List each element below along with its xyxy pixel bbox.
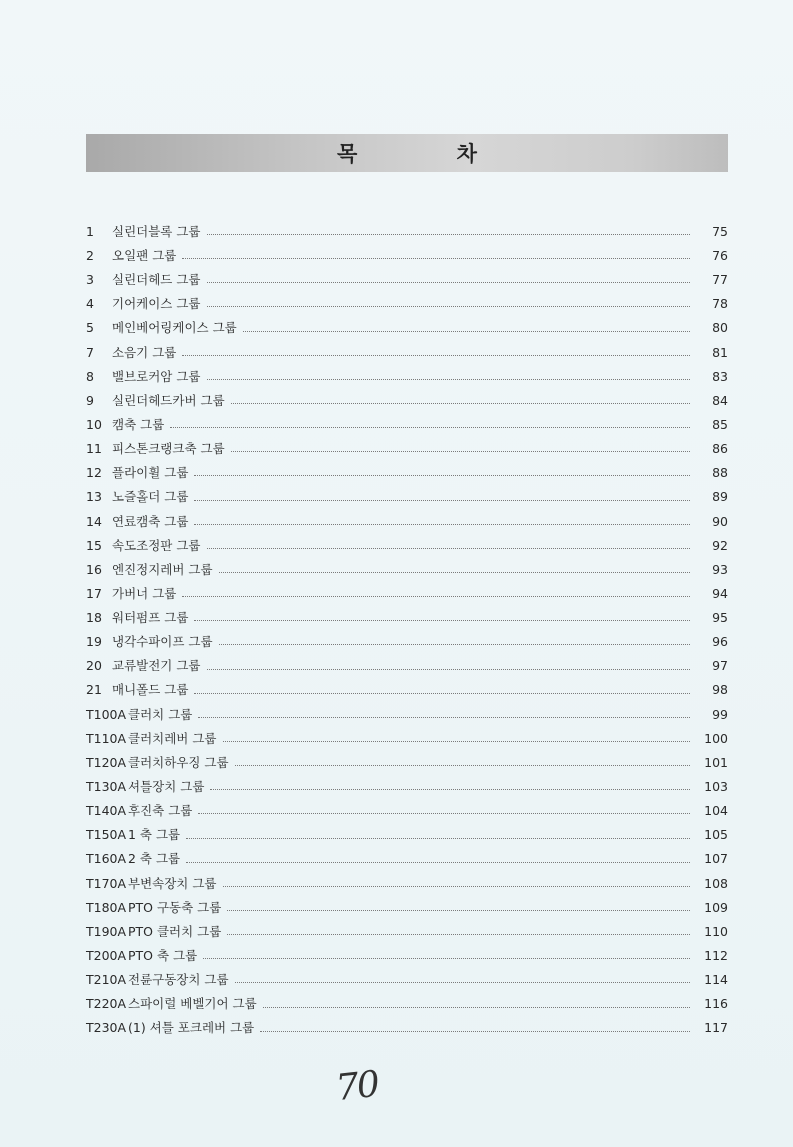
toc-entry-number: 9 xyxy=(86,392,94,408)
toc-entry-page: 100 xyxy=(704,730,728,746)
toc-entry-page: 110 xyxy=(704,923,728,939)
toc-entry-number: 3 xyxy=(86,272,94,288)
toc-entry-page: 99 xyxy=(712,706,728,722)
toc-entry-title: 메인베어링케이스 그룹 xyxy=(112,320,237,336)
toc-entry xyxy=(86,534,728,558)
toc-entry-page: 84 xyxy=(712,392,728,408)
toc-entry-title: 피스톤크랭크축 그룹 xyxy=(112,441,225,457)
toc-entry-title: PTO 축 그룹 xyxy=(128,948,198,964)
dot-leader xyxy=(194,692,690,694)
toc-entry-number: 10 xyxy=(86,416,102,432)
toc-entry-page: 114 xyxy=(704,972,728,988)
toc-entry xyxy=(86,437,728,461)
dot-leader xyxy=(260,1030,690,1032)
toc-entry-title: 밸브로커암 그룹 xyxy=(112,368,201,384)
dot-leader xyxy=(231,402,690,404)
toc-entry-title: 가버너 그룹 xyxy=(112,585,177,601)
toc-entry-number: T150A xyxy=(86,827,127,843)
dot-leader xyxy=(182,257,690,259)
dot-leader xyxy=(263,1006,690,1008)
toc-entry-number: T110A xyxy=(86,730,127,746)
toc-entry-title: 클러치레버 그룹 xyxy=(128,730,217,746)
toc-entry-page: 89 xyxy=(712,489,728,505)
toc-entry-page: 117 xyxy=(704,1020,728,1036)
toc-entry-title: (1) 셔틀 포크레버 그룹 xyxy=(128,1020,255,1036)
toc-entry-number: T230A xyxy=(86,1020,127,1036)
dot-leader xyxy=(235,764,690,766)
dot-leader xyxy=(227,933,690,935)
toc-entry-title: 소음기 그룹 xyxy=(112,344,177,360)
dot-leader xyxy=(198,812,690,814)
dot-leader xyxy=(194,523,690,525)
toc-entry-title: 실린더헤드 그룹 xyxy=(112,272,201,288)
dot-leader xyxy=(186,837,690,839)
toc-entry-page: 95 xyxy=(712,610,728,626)
toc-entry-page: 88 xyxy=(712,465,728,481)
toc-entry-title: 노즐홀더 그룹 xyxy=(112,489,189,505)
dot-leader xyxy=(194,474,690,476)
toc-entry-page: 85 xyxy=(712,416,728,432)
dot-leader xyxy=(182,354,690,356)
toc-entry-number: 4 xyxy=(86,296,94,312)
toc-entry-page: 104 xyxy=(704,803,728,819)
toc-entry-page: 96 xyxy=(712,634,728,650)
toc-entry-number: T210A xyxy=(86,972,127,988)
toc-entry xyxy=(86,775,728,799)
toc-entry-page: 93 xyxy=(712,561,728,577)
toc-entry xyxy=(86,317,728,341)
dot-leader xyxy=(207,668,691,670)
dot-leader xyxy=(207,281,691,283)
toc-entry-title: PTO 클러치 그룹 xyxy=(128,923,222,939)
toc-entry xyxy=(86,268,728,292)
toc-entry xyxy=(86,510,728,534)
toc-entry-title: 속도조정판 그룹 xyxy=(112,537,201,553)
toc-entry xyxy=(86,220,728,244)
toc-entry-page: 108 xyxy=(704,875,728,891)
toc-entry-title: 오일팬 그룹 xyxy=(112,247,177,263)
dot-leader xyxy=(223,885,691,887)
dot-leader xyxy=(194,619,690,621)
toc-entry xyxy=(86,365,728,389)
toc-entry xyxy=(86,968,728,992)
toc-entry-number: T180A xyxy=(86,899,127,915)
toc-entry xyxy=(86,244,728,268)
toc-entry-number: 19 xyxy=(86,634,102,650)
toc-entry xyxy=(86,751,728,775)
dot-leader xyxy=(198,716,690,718)
toc-entry-title: PTO 구동축 그룹 xyxy=(128,899,222,915)
toc-entry-title: 냉각수파이프 그룹 xyxy=(112,634,213,650)
toc-entry xyxy=(86,461,728,485)
toc-entry-number: 11 xyxy=(86,441,102,457)
toc-entry-page: 109 xyxy=(704,899,728,915)
toc-entry-number: 21 xyxy=(86,682,102,698)
toc-entry-number: 13 xyxy=(86,489,102,505)
toc-entry-title: 2 축 그룹 xyxy=(128,851,181,867)
dot-leader xyxy=(170,426,690,428)
toc-entry xyxy=(86,606,728,630)
toc-entry-number: 14 xyxy=(86,513,102,529)
toc-entry-page: 77 xyxy=(712,272,728,288)
dot-leader xyxy=(231,450,690,452)
toc-entry-title: 교류발전기 그룹 xyxy=(112,658,201,674)
toc-entry-title: 후진축 그룹 xyxy=(128,803,193,819)
toc-entry-page: 112 xyxy=(704,948,728,964)
dot-leader xyxy=(186,861,690,863)
toc-entry xyxy=(86,872,728,896)
toc-entry-title: 전륜구동장치 그룹 xyxy=(128,972,229,988)
dot-leader xyxy=(207,233,691,235)
toc-entry-number: 12 xyxy=(86,465,102,481)
page-title: 목 차 xyxy=(337,142,523,166)
toc-entry-page: 81 xyxy=(712,344,728,360)
title-bar xyxy=(86,134,728,172)
toc-entry xyxy=(86,655,728,679)
dot-leader xyxy=(219,643,690,645)
toc-entry-page: 103 xyxy=(704,779,728,795)
toc-entry-title: 플라이휠 그룹 xyxy=(112,465,189,481)
toc-entry xyxy=(86,799,728,823)
toc-entry-title: 매니폴드 그룹 xyxy=(112,682,189,698)
toc-entry-title: 클러치하우징 그룹 xyxy=(128,754,229,770)
toc-entry-number: 15 xyxy=(86,537,102,553)
toc-entry-title: 연료캠축 그룹 xyxy=(112,513,189,529)
toc-entry-page: 78 xyxy=(712,296,728,312)
toc-entry-title: 부변속장치 그룹 xyxy=(128,875,217,891)
dot-leader xyxy=(194,499,690,501)
toc-entry-number: T200A xyxy=(86,948,127,964)
toc-entry-number: T220A xyxy=(86,996,127,1012)
toc-entry-title: 스파이럴 베벨기어 그룹 xyxy=(128,996,257,1012)
toc-entry xyxy=(86,896,728,920)
toc-entry-page: 80 xyxy=(712,320,728,336)
toc-entry-title: 셔틀장치 그룹 xyxy=(128,779,205,795)
toc-entry-page: 90 xyxy=(712,513,728,529)
toc-entry xyxy=(86,389,728,413)
toc-entry-title: 실린더헤드카버 그룹 xyxy=(112,392,225,408)
toc-entry xyxy=(86,486,728,510)
toc-entry-number: T190A xyxy=(86,923,127,939)
toc-entry-title: 캠축 그룹 xyxy=(112,416,165,432)
toc-entry xyxy=(86,727,728,751)
toc-entry-page: 86 xyxy=(712,441,728,457)
dot-leader xyxy=(210,788,690,790)
dot-leader xyxy=(219,571,690,573)
toc-entry xyxy=(86,1017,728,1041)
toc-entry-number: 5 xyxy=(86,320,94,336)
dot-leader xyxy=(235,981,690,983)
dot-leader xyxy=(203,957,690,959)
toc-entry-number: T140A xyxy=(86,803,127,819)
dot-leader xyxy=(223,740,691,742)
toc-entry-number: 2 xyxy=(86,247,94,263)
toc-entry-page: 98 xyxy=(712,682,728,698)
toc-entry xyxy=(86,292,728,316)
toc-entry-title: 실린더블록 그룹 xyxy=(112,223,201,239)
dot-leader xyxy=(227,909,690,911)
toc-entry-number: T160A xyxy=(86,851,127,867)
toc-entry-number: 16 xyxy=(86,561,102,577)
toc-entry-page: 76 xyxy=(712,247,728,263)
toc-entry xyxy=(86,848,728,872)
toc-entry xyxy=(86,582,728,606)
toc-entry-page: 83 xyxy=(712,368,728,384)
toc-entry-number: T120A xyxy=(86,754,127,770)
toc-entry-number: T130A xyxy=(86,779,127,795)
toc-entry xyxy=(86,920,728,944)
toc-entry-title: 1 축 그룹 xyxy=(128,827,181,843)
toc-entry-number: 20 xyxy=(86,658,102,674)
toc-entry xyxy=(86,993,728,1017)
toc-entry-page: 94 xyxy=(712,585,728,601)
toc-entry-page: 107 xyxy=(704,851,728,867)
dot-leader xyxy=(182,595,690,597)
toc-entry-number: T100A xyxy=(86,706,127,722)
toc-entry-number: 18 xyxy=(86,610,102,626)
toc-entry xyxy=(86,703,728,727)
toc-entry xyxy=(86,341,728,365)
dot-leader xyxy=(243,330,690,332)
toc-entry-title: 워터펌프 그룹 xyxy=(112,610,189,626)
toc-entry-page: 75 xyxy=(712,223,728,239)
handwritten-page-number: 70 xyxy=(333,1063,380,1110)
toc-entry xyxy=(86,413,728,437)
toc-entry xyxy=(86,944,728,968)
toc-entry-number: 17 xyxy=(86,585,102,601)
toc-entry-page: 116 xyxy=(704,996,728,1012)
toc-entry-number: T170A xyxy=(86,875,127,891)
toc-entry-title: 엔진정지레버 그룹 xyxy=(112,561,213,577)
toc-entry xyxy=(86,824,728,848)
toc-entry xyxy=(86,679,728,703)
toc-entry-title: 기어케이스 그룹 xyxy=(112,296,201,312)
table-of-contents xyxy=(86,220,728,1041)
toc-entry-page: 105 xyxy=(704,827,728,843)
toc-entry xyxy=(86,630,728,654)
toc-entry-page: 97 xyxy=(712,658,728,674)
dot-leader xyxy=(207,305,691,307)
toc-entry xyxy=(86,558,728,582)
toc-entry-number: 8 xyxy=(86,368,94,384)
toc-entry-title: 클러치 그룹 xyxy=(128,706,193,722)
toc-entry-page: 101 xyxy=(704,754,728,770)
dot-leader xyxy=(207,547,691,549)
dot-leader xyxy=(207,378,691,380)
toc-entry-number: 7 xyxy=(86,344,94,360)
toc-entry-page: 92 xyxy=(712,537,728,553)
toc-entry-number: 1 xyxy=(86,223,94,239)
